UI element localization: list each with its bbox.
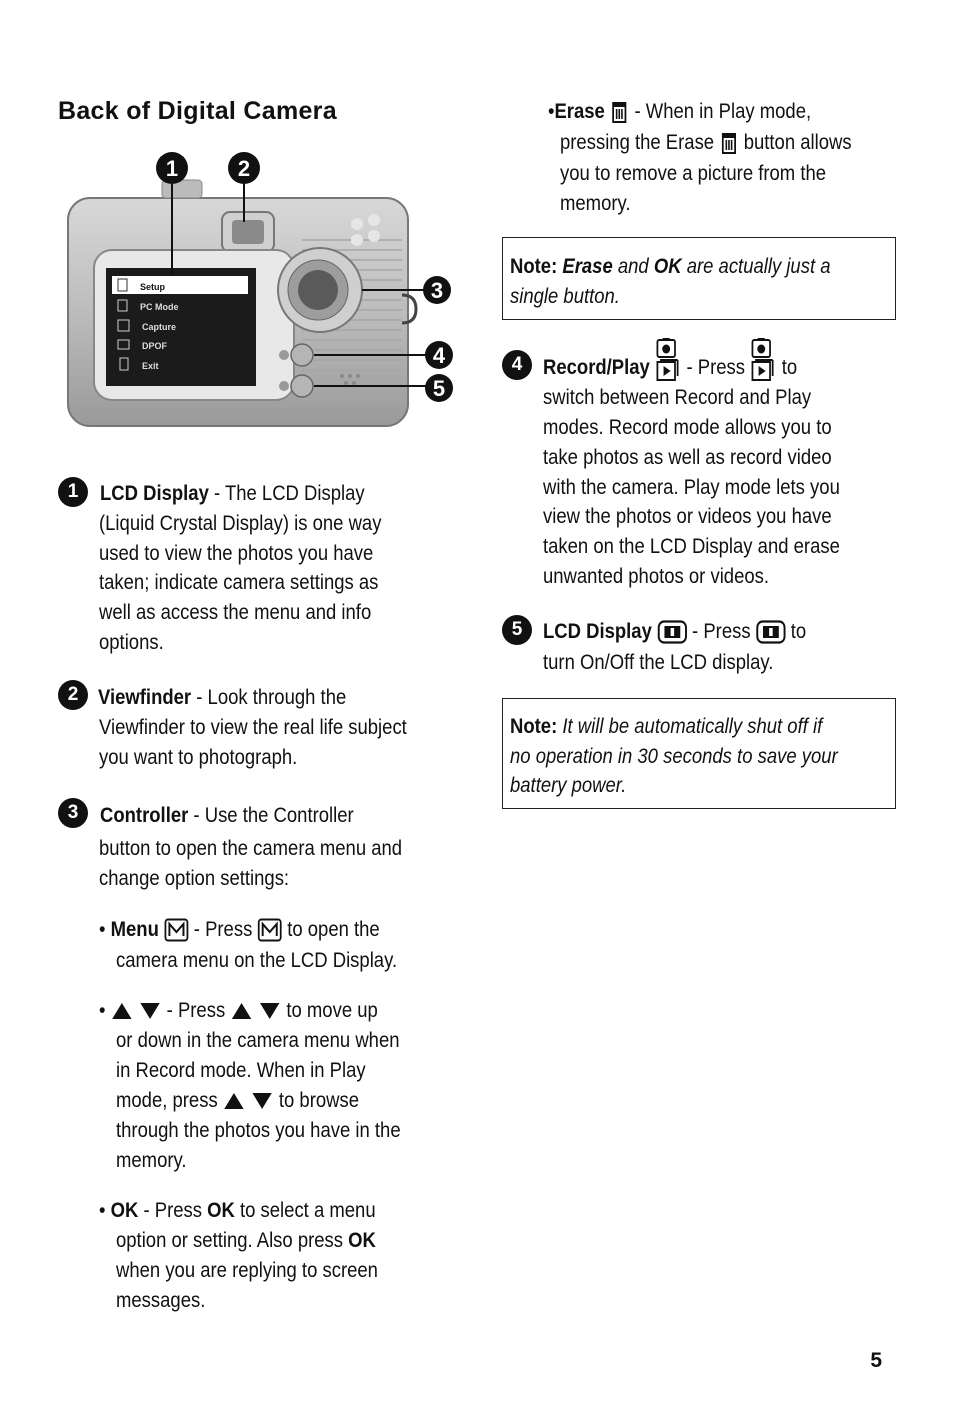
- menu-term: Menu: [110, 918, 159, 941]
- item-number-1: 1: [58, 477, 88, 507]
- item-number-5: 5: [502, 615, 532, 645]
- down-arrow-icon: [251, 1091, 274, 1111]
- lcd-display-line: used to view the photos you have: [99, 542, 374, 565]
- callout-1: 1: [165, 156, 179, 181]
- ok-bullet-line-1: • OK - Press OK to select a menu: [99, 1199, 376, 1222]
- down-arrow-icon: [139, 1001, 162, 1021]
- record-play-line: modes. Record mode allows you to: [543, 416, 832, 439]
- lcd-button-line-1: LCD Display - Press to: [543, 620, 807, 643]
- arrows-bullet-line: through the photos you have in the: [116, 1119, 401, 1142]
- erase-term: Erase: [554, 100, 605, 123]
- record-play-icon: [655, 338, 681, 382]
- controller-line: change option settings:: [99, 867, 290, 890]
- viewfinder-line: Viewfinder to view the real life subject: [99, 716, 407, 739]
- arrows-bullet-line: memory.: [116, 1149, 187, 1172]
- item-number-2: 2: [58, 680, 88, 710]
- record-play-line: unwanted photos or videos.: [543, 565, 770, 588]
- viewfinder-term: Viewfinder: [98, 686, 192, 709]
- record-play-line: taken on the LCD Display and erase: [543, 535, 840, 558]
- lcd-display-icon: [756, 620, 786, 644]
- note2-line-1: Note: It will be automatically shut off if: [510, 715, 823, 738]
- up-arrow-icon: [230, 1001, 253, 1021]
- arrows-bullet-line: or down in the camera menu when: [116, 1029, 400, 1052]
- lcd-button-term: LCD Display: [543, 620, 652, 643]
- record-play-icon: [750, 338, 776, 382]
- callout-4: 4: [432, 343, 446, 368]
- erase-bullet-line: memory.: [560, 192, 631, 215]
- lcd-button: [291, 375, 313, 397]
- lcd-display-line: well as access the menu and info: [99, 601, 372, 624]
- lcd-display-term: LCD Display: [100, 482, 209, 505]
- note-label: Note:: [510, 715, 558, 738]
- record-play-line: switch between Record and Play: [543, 386, 812, 409]
- record-play-line-1: Record/Play - Press to: [543, 353, 797, 383]
- menu-bullet-line-1: • Menu - Press to open the: [99, 918, 380, 941]
- up-arrow-icon: [223, 1091, 246, 1111]
- note2-line: battery power.: [510, 774, 627, 797]
- lcd-display-line: taken; indicate camera settings as: [99, 571, 379, 594]
- camera-back-figure: [62, 140, 467, 435]
- record-play-line: view the photos or videos you have: [543, 505, 832, 528]
- erase-bullet-line-1: •Erase - When in Play mode,: [548, 100, 812, 123]
- lcd-menu-item: Exit: [142, 361, 159, 371]
- controller-term: Controller: [100, 804, 189, 827]
- lcd-menu-item: Setup: [140, 282, 166, 292]
- menu-m-icon: [257, 918, 282, 942]
- note1-line-2: single button.: [510, 285, 620, 308]
- record-play-button: [291, 344, 313, 366]
- page-number: 5: [870, 1349, 882, 1372]
- menu-m-icon: [164, 918, 189, 942]
- lcd-menu-item: Capture: [142, 322, 177, 332]
- lcd-button-line: turn On/Off the LCD display.: [543, 651, 774, 674]
- ok-term: OK: [110, 1199, 139, 1222]
- callout-3: 3: [430, 278, 444, 303]
- lcd-display-line: options.: [99, 631, 164, 654]
- lcd-display-line-1: LCD Display - The LCD Display: [100, 482, 365, 505]
- lcd-menu-item: PC Mode: [140, 302, 179, 312]
- lcd-display-icon: [657, 620, 687, 644]
- record-play-line: take photos as well as record video: [543, 446, 832, 469]
- controller-line: button to open the camera menu and: [99, 837, 403, 860]
- ok-bullet-line-2: option or setting. Also press OK: [116, 1229, 376, 1252]
- erase-bullet-line-2: pressing the Erase button allows: [560, 131, 852, 154]
- trash-icon: [610, 100, 629, 124]
- down-arrow-icon: [258, 1001, 281, 1021]
- arrows-bullet-line: in Record mode. When in Play: [116, 1059, 366, 1082]
- up-arrow-icon: [111, 1001, 134, 1021]
- arrows-bullet-line-1: • - Press to move up: [99, 999, 378, 1022]
- note2-line: no operation in 30 seconds to save your: [510, 745, 838, 768]
- ok-bullet-line: when you are replying to screen: [116, 1259, 378, 1282]
- lcd-display-line: (Liquid Crystal Display) is one way: [99, 512, 382, 535]
- lcd-menu-item: DPOF: [142, 341, 168, 351]
- callout-2: 2: [237, 156, 251, 181]
- viewfinder-line-1: Viewfinder - Look through the: [98, 686, 347, 709]
- menu-bullet-line: camera menu on the LCD Display.: [116, 949, 398, 972]
- note1-line-1: Note: Erase and OK are actually just a: [510, 255, 831, 278]
- page-title: Back of Digital Camera: [58, 97, 337, 125]
- record-play-term: Record/Play: [543, 356, 650, 379]
- trash-icon: [719, 131, 738, 155]
- viewfinder-line: you want to photograph.: [99, 746, 298, 769]
- item-number-4: 4: [502, 350, 532, 380]
- controller-line-1: Controller - Use the Controller: [100, 804, 354, 827]
- ok-bullet-line: messages.: [116, 1289, 206, 1312]
- item-number-3: 3: [58, 798, 88, 828]
- record-play-line: with the camera. Play mode lets you: [543, 476, 840, 499]
- callout-5: 5: [432, 376, 446, 401]
- erase-bullet-line: you to remove a picture from the: [560, 162, 827, 185]
- arrows-bullet-mode-line: mode, press to browse: [116, 1089, 360, 1112]
- note-label: Note:: [510, 255, 558, 278]
